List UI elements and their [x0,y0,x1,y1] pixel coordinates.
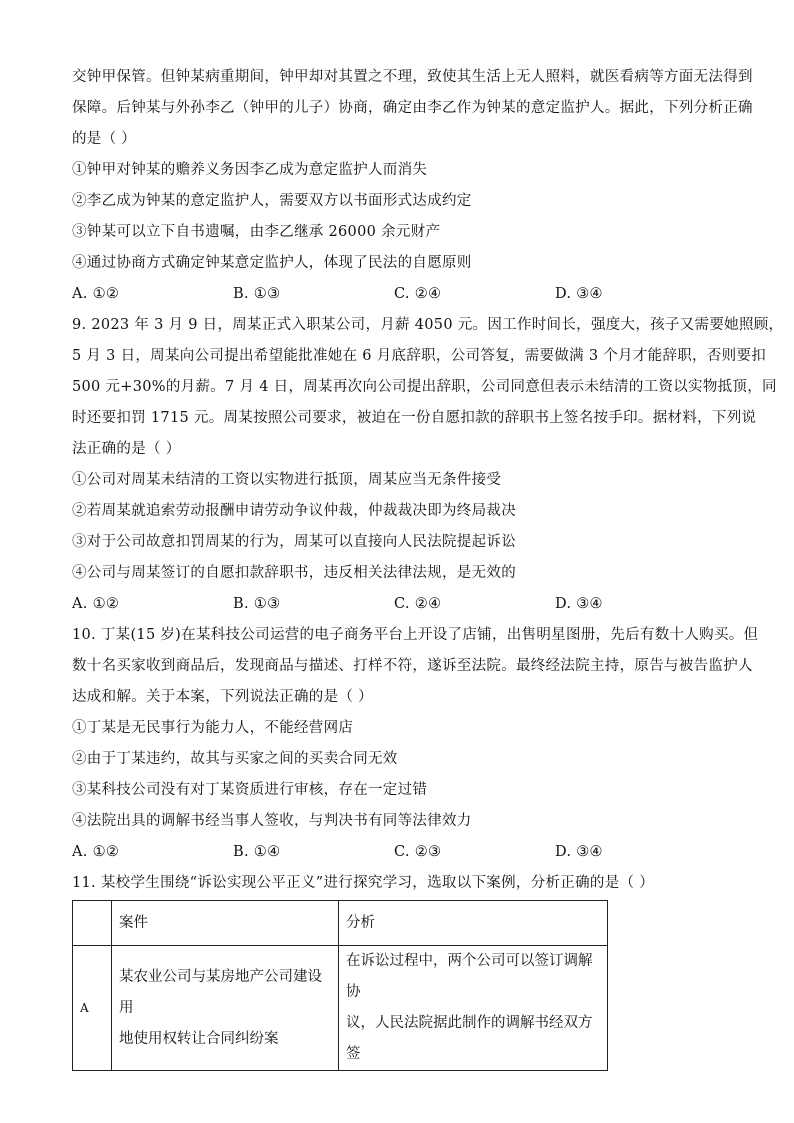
option-d: D. ③④ [555,844,603,860]
question-10 [72,620,759,868]
table-header-cell: 案件 [112,901,339,946]
answer-options [72,589,727,620]
exam-page [72,62,784,1071]
statement-item: ①钟甲对钟某的赡养义务因李乙成为意定监护人而消失 [72,162,428,178]
analysis-text-line: 议，人民法院据此制作的调解书经双方签 [346,1015,593,1062]
question-stem-line: 的是（ ） [72,131,137,147]
question-stem-line: 11. 某校学生围绕“诉讼实现公平正义”进行探究学习，选取以下案例，分析正确的是（ ） [72,875,654,891]
question-11 [72,868,727,1071]
question-stem-line: 达成和解。关于本案，下列说法正确的是（ ） [72,689,373,705]
statement-item: ②李乙成为钟某的意定监护人，需要双方以书面形式达成约定 [72,193,472,209]
analysis-cell [339,946,608,1071]
statement-item: ④公司与周某签订的自愿扣款辞职书，违反相关法律法规，是无效的 [72,565,516,581]
table-header-row [73,901,608,946]
question-stem-line: 时还要扣罚 1715 元。周某按照公司要求，被迫在一份自愿扣款的辞职书上签名按手印。据材料，下列说 [72,410,757,426]
statement-item: ③某科技公司没有对丁某资质进行审核，存在一定过错 [72,782,428,798]
analysis-text-line: 在诉讼过程中，两个公司可以签订调解协 [346,953,593,1000]
option-b: B. ①③ [233,286,281,302]
table-header-cell [73,901,112,946]
question-stem-line: 5 月 3 日，周某向公司提出希望能批准她在 6 月底辞职，公司答复，需要做满 3 个月才能辞职，否则要扣 [72,348,767,364]
statement-item: ④法院出具的调解书经当事人签收，与判决书有同等法律效力 [72,813,472,829]
statement-item: ②由于丁某违约，故其与买家之间的买卖合同无效 [72,751,398,767]
option-d: D. ③④ [555,596,603,612]
statement-item: ①公司对周某未结清的工资以实物进行抵顶，周某应当无条件接受 [72,472,502,488]
option-b: B. ①④ [233,844,281,860]
statement-item: ③对于公司故意扣罚周某的行为，周某可以直接向人民法院提起诉讼 [72,534,516,550]
statement-item: ③钟某可以立下自书遗嘱，由李乙继承 26000 余元财产 [72,224,441,240]
question-stem-line: 9. 2023 年 3 月 9 日，周某正式入职某公司，月薪 4050 元。因工作时间长，强度大，孩子又需要她照顾， [72,317,784,333]
question-stem-line: 法正确的是（ ） [72,441,181,457]
statement-item: ①丁某是无民事行为能力人，不能经营网店 [72,720,354,736]
option-c: C. ②④ [394,596,442,612]
option-d: D. ③④ [555,286,603,302]
row-label: A [73,946,112,1071]
case-text-line: 某农业公司与某房地产公司建设用 [119,968,322,1016]
answer-options [72,837,727,868]
question-stem-line: 10. 丁某(15 岁)在某科技公司运营的电子商务平台上开设了店铺，出售明星图册，先后有数十人购买。但 [72,627,759,643]
option-c: C. ②③ [394,844,442,860]
question-stem-line: 保障。后钟某与外孙李乙（钟甲的儿子）协商，确定由李乙作为钟某的意定监护人。据此，下列分析正确 [72,100,753,116]
case-text-line: 地使用权转让合同纠纷案 [119,1030,279,1047]
question-8 [72,62,753,310]
answer-options [72,279,727,310]
question-stem-line: 数十名买家收到商品后，发现商品与描述、打样不符，遂诉至法院。最终经法院主持，原告与被告监护人 [72,658,753,674]
option-a: A. ①② [72,844,120,860]
option-a: A. ①② [72,286,120,302]
question-stem-line: 500 元+30%的月薪。7 月 4 日，周某再次向公司提出辞职，公司同意但表示未结清的工资以实物抵顶，同 [72,379,777,395]
option-a: A. ①② [72,596,120,612]
question-stem-line: 交钟甲保管。但钟某病重期间，钟甲却对其置之不理，致使其生活上无人照料，就医看病等方面无法得到 [72,69,753,85]
case-cell [112,946,339,1071]
option-b: B. ①③ [233,596,281,612]
statement-item: ④通过协商方式确定钟某意定监护人，体现了民法的自愿原则 [72,255,472,271]
table-row [73,946,608,1071]
option-c: C. ②④ [394,286,442,302]
statement-item: ②若周某就追索劳动报酬申请劳动争议仲裁，仲裁裁决即为终局裁决 [72,503,516,519]
question-9 [72,310,784,620]
table-header-cell: 分析 [339,901,608,946]
case-analysis-table [72,900,608,1071]
